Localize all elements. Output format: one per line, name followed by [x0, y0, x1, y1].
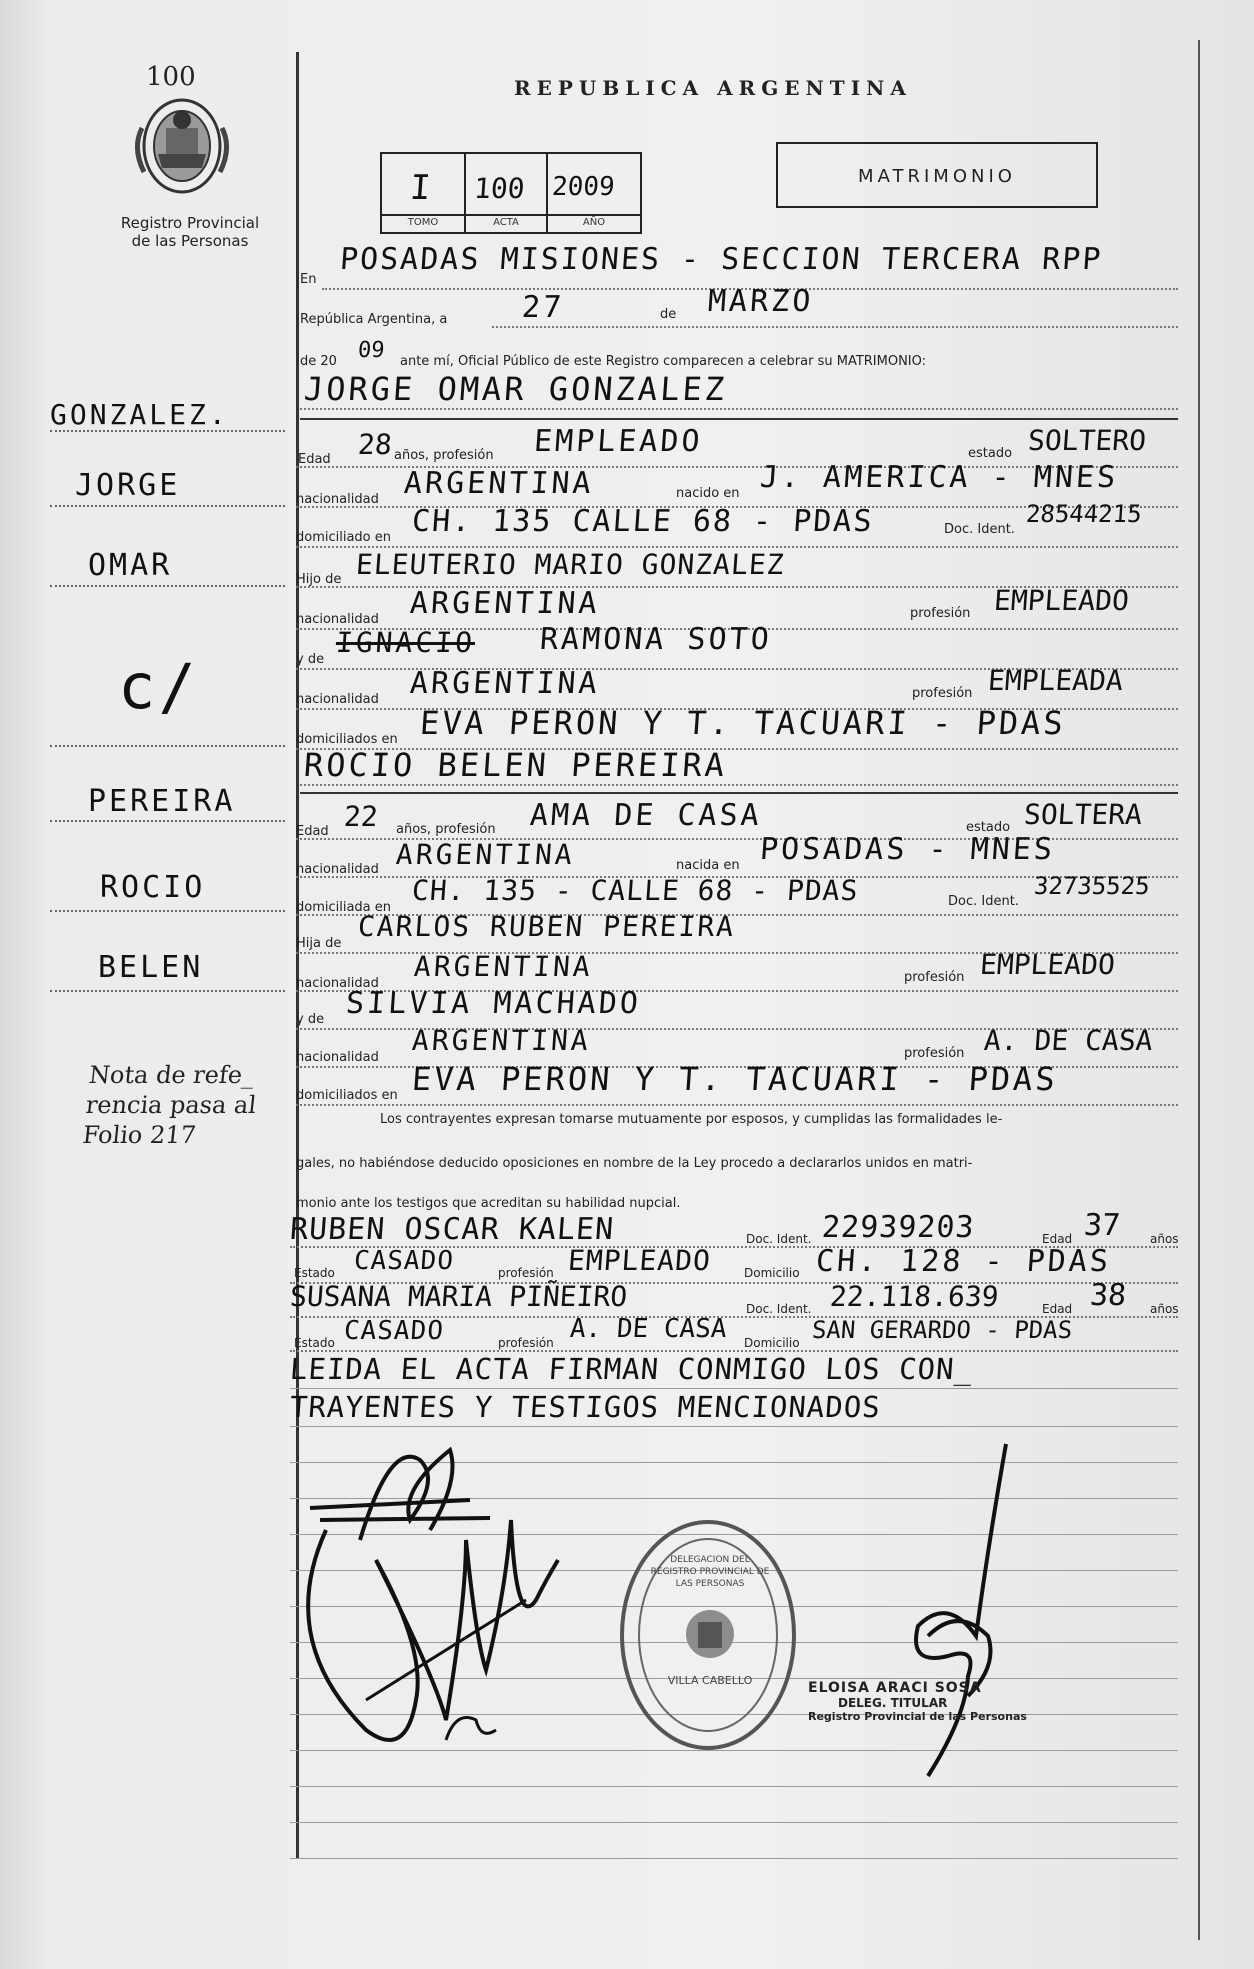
legal-text-line1: Los contrayentes expresan tomarse mutuamente por esposos, y cumplidas las formalidades le- — [380, 1112, 1003, 1127]
ruled-line — [290, 1786, 1178, 1787]
groom-father-nat: ARGENTINA — [408, 586, 601, 621]
edad-label: Edad — [1042, 1302, 1073, 1316]
witness2-doc: 22.118.639 — [828, 1280, 1000, 1313]
officer-name: ELOISA ARACI SOSA — [808, 1680, 982, 1696]
bride-parents-address: EVA PERON Y T. TACUARI - PDAS — [410, 1060, 1060, 1098]
bride-father-nat: ARGENTINA — [412, 950, 594, 983]
ruled-line — [290, 1426, 1178, 1427]
folio-number: 100 — [146, 62, 196, 92]
bride-mother-nat: ARGENTINA — [410, 1024, 592, 1057]
groom-profession: EMPLEADO — [532, 424, 704, 459]
bride-doc: 32735525 — [1033, 872, 1151, 900]
tomo-value: I — [408, 168, 435, 208]
margin-note-line3: Folio 217 — [81, 1121, 198, 1149]
ruled-line — [290, 1858, 1178, 1859]
bride-birthplace: POSADAS - MNES — [758, 832, 1057, 867]
nacido-label: nacido en — [676, 486, 740, 501]
margin-surname-2: PEREIRA — [88, 784, 236, 819]
hija-label: Hija de — [296, 936, 342, 951]
doc-label: Doc. Ident. — [944, 522, 1015, 537]
dotted-line — [300, 408, 1178, 410]
record-type: MATRIMONIO — [858, 166, 1016, 187]
witness1-address: CH. 128 - PDAS — [814, 1244, 1113, 1279]
round-stamp-center: VILLA CABELLO — [667, 1674, 753, 1687]
groom-address: CH. 135 CALLE 68 - PDAS — [410, 504, 875, 539]
bride-profession: AMA DE CASA — [528, 798, 763, 833]
margin-name-2: OMAR — [88, 548, 173, 583]
nacionalidad-label: nacionalidad — [296, 862, 379, 877]
profesion-label: profesión — [904, 1046, 965, 1061]
provincial-seal-icon — [128, 88, 236, 200]
witness1-prof: EMPLEADO — [566, 1244, 713, 1277]
round-stamp-text: DELEGACION DEL REGISTRO PROVINCIAL DE LAS PERSONAS — [650, 1555, 770, 1589]
registry-label-line2: de las Personas — [131, 232, 249, 250]
nacionalidad-label: nacionalidad — [296, 492, 379, 507]
profesion-label: profesión — [904, 970, 965, 985]
domicilio-label: Domicilio — [744, 1266, 800, 1280]
margin-dots — [50, 910, 285, 912]
groom-father-prof: EMPLEADO — [992, 584, 1131, 617]
bride-age: 22 — [342, 800, 379, 833]
groom-age: 28 — [356, 428, 393, 461]
margin-name-3: ROCIO — [100, 870, 206, 905]
nacida-label: nacida en — [676, 858, 740, 873]
right-margin-rule — [1198, 40, 1200, 1940]
anos-label: años — [1150, 1232, 1179, 1246]
margin-note-line2: rencia pasa al — [84, 1091, 258, 1119]
bride-mother: SILVIA MACHADO — [344, 986, 643, 1021]
ruled-line — [290, 1388, 1178, 1389]
signature-2-icon — [296, 1500, 596, 1760]
dotted-line — [300, 784, 1178, 786]
margin-name-1: JORGE — [75, 468, 181, 503]
ano-value: 2009 — [550, 172, 616, 202]
witness2-prof: A. DE CASA — [568, 1314, 728, 1344]
estado-cap-label: Estado — [294, 1266, 335, 1280]
witness2-status: CASADO — [342, 1316, 445, 1346]
section-rule — [300, 792, 1178, 794]
margin-dots — [50, 430, 285, 432]
margin-note — [81, 1060, 261, 1150]
groom-birthplace: J. AMERICA - MNES — [758, 460, 1120, 495]
legal-text-line3: monio ante los testigos que acreditan su habilidad nupcial. — [296, 1196, 681, 1211]
profesion-label: profesión — [912, 686, 973, 701]
officer-registry: Registro Provincial de las Personas — [808, 1710, 1027, 1723]
y-de-label: y de — [296, 1012, 325, 1027]
witness2-name: SUSANA MARIA PIÑEIRO — [288, 1280, 629, 1313]
estado-label: estado — [968, 446, 1013, 461]
doc-label: Doc. Ident. — [948, 894, 1019, 909]
record-box — [380, 152, 642, 234]
bride-status: SOLTERA — [1022, 798, 1144, 831]
witness1-name: RUBEN OSCAR KALEN — [288, 1212, 616, 1247]
year-prefix: de 20 — [300, 354, 337, 369]
day-value: 27 — [520, 290, 566, 325]
closing-line-1: LEIDA EL ACTA FIRMAN CONMIGO LOS CON_ — [288, 1352, 975, 1386]
republica-label: República Argentina, a — [300, 312, 448, 327]
bride-address: CH. 135 - CALLE 68 - PDAS — [410, 874, 860, 907]
legal-text-line2: gales, no habiéndose deducido oposiciones en nombre de la Ley procedo a declararlos unidos en matri- — [296, 1156, 973, 1171]
registry-label-line1: Registro Provincial — [120, 214, 260, 232]
domiciliados-label: domiciliados en — [296, 1088, 398, 1103]
groom-name: JORGE OMAR GONZALEZ — [302, 370, 729, 408]
closing-line-2: TRAYENTES Y TESTIGOS MENCIONADOS — [288, 1390, 882, 1424]
place-value: POSADAS MISIONES - SECCION TERCERA RPP — [338, 242, 1104, 277]
ano-label: AÑO — [582, 217, 606, 228]
groom-doc: 28544215 — [1025, 500, 1143, 528]
doc-label: Doc. Ident. — [746, 1302, 812, 1316]
de-label: de — [660, 307, 677, 322]
nacionalidad-label: nacionalidad — [296, 692, 379, 707]
anos-profesion-label: años, profesión — [394, 448, 494, 463]
groom-mother: RAMONA SOTO — [538, 622, 773, 657]
margin-dots — [50, 505, 285, 507]
bride-nationality: ARGENTINA — [394, 838, 576, 871]
witness2-address: SAN GERARDO - PDAS — [811, 1316, 1074, 1344]
bride-mother-prof: A. DE CASA — [982, 1024, 1154, 1057]
nacionalidad-label: nacionalidad — [296, 1050, 379, 1065]
edad-label: Edad — [1042, 1232, 1073, 1246]
groom-parents-address: EVA PERON Y T. TACUARI - PDAS — [418, 704, 1068, 742]
registry-label — [100, 214, 280, 250]
delegation-round-stamp — [620, 1520, 796, 1750]
acta-label: ACTA — [493, 217, 519, 228]
groom-mother-struck: IGNACIO — [334, 626, 477, 659]
tomo-label: TOMO — [407, 217, 439, 228]
bride-father-prof: EMPLEADO — [978, 948, 1117, 981]
domicilio-label: Domicilio — [744, 1336, 800, 1350]
signature-3-icon — [888, 1436, 1028, 1796]
bride-name: ROCIO BELEN PEREIRA — [302, 746, 729, 784]
edad-label: Edad — [296, 824, 329, 839]
officer-title: DELEG. TITULAR — [838, 1696, 948, 1710]
month-value: MARZO — [706, 284, 815, 319]
record-type-box — [776, 142, 1098, 208]
witness2-age: 38 — [1088, 1278, 1128, 1313]
hijo-label: Hijo de — [296, 572, 342, 587]
margin-surname: GONZALEZ. — [50, 398, 229, 431]
witness1-status: CASADO — [352, 1246, 455, 1276]
en-label: En — [300, 272, 317, 287]
domiciliado-label: domiciliado en — [296, 530, 392, 545]
groom-status: SOLTERO — [1026, 424, 1148, 457]
domiciliados-label: domiciliados en — [296, 732, 398, 747]
profesion-label: profesión — [910, 606, 971, 621]
estado-cap-label: Estado — [294, 1336, 335, 1350]
margin-dots — [50, 820, 285, 822]
witness1-age: 37 — [1082, 1208, 1122, 1243]
nacionalidad-label: nacionalidad — [296, 612, 379, 627]
groom-father: ELEUTERIO MARIO GONZALEZ — [354, 548, 786, 581]
dotted-line — [296, 1104, 1178, 1106]
profesion-label: profesión — [498, 1266, 554, 1280]
anos-label: años — [1150, 1302, 1179, 1316]
nacionalidad-label: nacionalidad — [296, 976, 379, 991]
year-suffix: 09 — [357, 338, 386, 363]
dotted-line — [492, 326, 1178, 328]
margin-note-line1: Nota de refe_ — [87, 1061, 256, 1089]
doc-label: Doc. Ident. — [746, 1232, 812, 1246]
groom-mother-prof: EMPLEADA — [986, 664, 1125, 697]
acta-value: 100 — [472, 172, 526, 205]
domiciliada-label: domiciliada en — [296, 900, 392, 915]
margin-connector: c/ — [118, 650, 199, 723]
groom-nationality: ARGENTINA — [402, 466, 595, 501]
edad-label: Edad — [298, 452, 331, 467]
anos-profesion-label: años, profesión — [396, 822, 496, 837]
margin-dots — [50, 990, 285, 992]
y-de-label: y de — [296, 652, 325, 667]
section-rule — [300, 418, 1178, 420]
registry-emblem-icon — [680, 1604, 740, 1664]
estado-label: estado — [966, 820, 1011, 835]
country-title: REPUBLICA ARGENTINA — [514, 76, 912, 100]
profesion-label: profesión — [498, 1336, 554, 1350]
margin-dots — [50, 745, 285, 747]
ruled-line — [290, 1822, 1178, 1823]
margin-name-4: BELEN — [98, 950, 204, 985]
intro-text: ante mí, Oficial Público de este Registro comparecen a celebrar su MATRIMONIO: — [400, 354, 927, 369]
bride-father: CARLOS RUBEN PEREIRA — [356, 910, 737, 943]
witness1-doc: 22939203 — [820, 1210, 976, 1245]
margin-dots — [50, 585, 285, 587]
officer-stamp — [808, 1680, 1058, 1723]
groom-mother-nat: ARGENTINA — [408, 666, 601, 701]
